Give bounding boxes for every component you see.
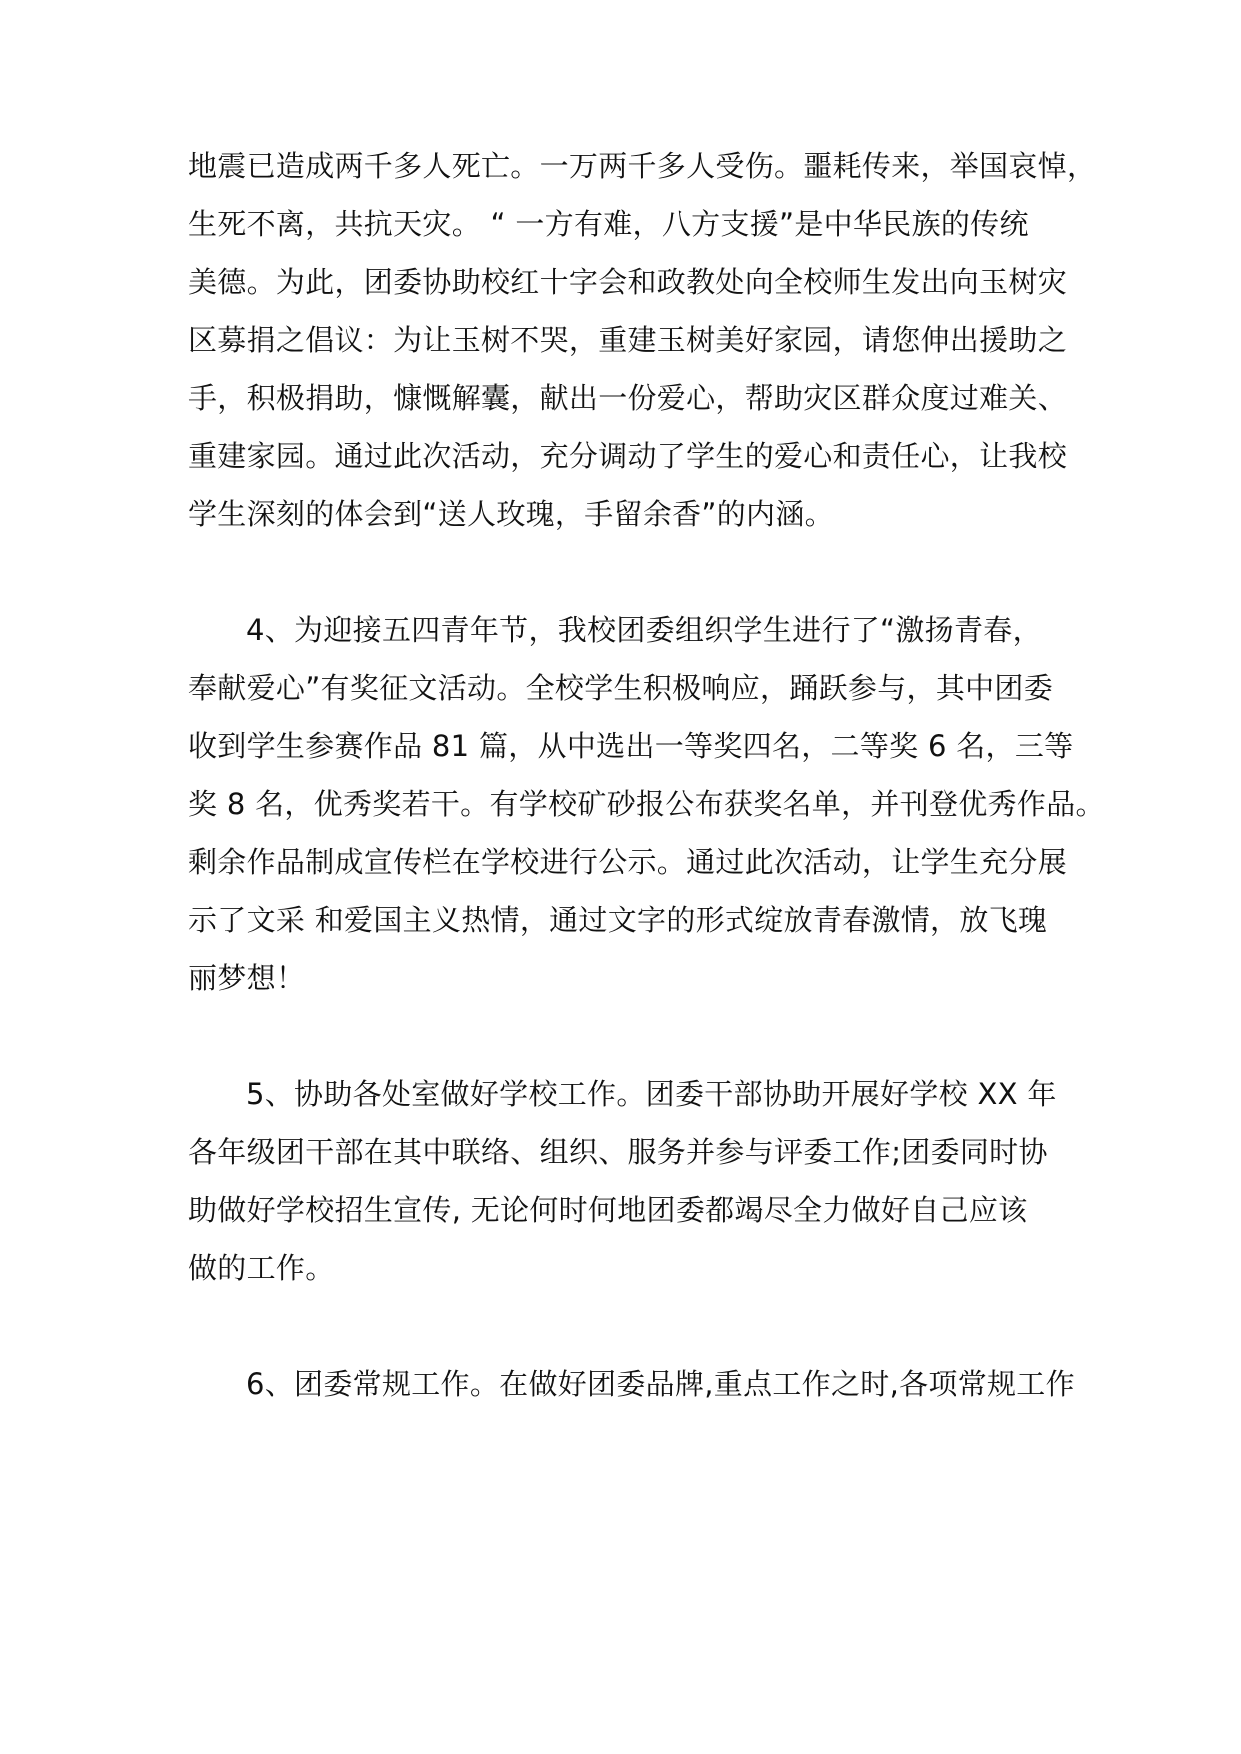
text-line: 奉献爱心”有奖征文活动。全校学生积极响应，踊跃参与，其中团委 [188,671,1054,705]
text-line: 各年级团干部在其中联络、组织、服务并参与评委工作;团委同时协 [188,1135,1048,1169]
text-line: 做的工作。 [188,1251,335,1285]
paragraph-5-first-line: 5、协助各处室做好学校工作。团委干部协助开展好学校 XX 年 [246,1077,1057,1111]
text-line: 助做好学校招生宣传, 无论何时何地团委都竭尽全力做好自己应该 [188,1193,1028,1227]
text-line: 收到学生参赛作品 81 篇，从中选出一等奖四名，二等奖 6 名，三等 [188,729,1074,763]
text-line: 地震已造成两千多人死亡。一万两千多人受伤。噩耗传来，举国哀悼， [188,149,1097,183]
text-line: 剩余作品制成宣传栏在学校进行公示。通过此次活动，让学生充分展 [188,845,1068,879]
text-line: 重建家园。通过此次活动，充分调动了学生的爱心和责任心，让我校 [188,439,1068,473]
text-line: 奖 8 名，优秀奖若干。有学校矿砂报公布获奖名单，并刊登优秀作品。 [188,787,1105,821]
text-line: 生死不离，共抗天灾。 “ 一方有难，八方支援”是中华民族的传统 [188,207,1029,241]
text-line: 丽梦想！ [188,961,306,995]
paragraph-6-first-line: 6、团委常规工作。在做好团委品牌,重点工作之时,各项常规工作 [246,1367,1075,1401]
text-line: 学生深刻的体会到“送人玫瑰，手留余香”的内涵。 [188,497,834,531]
paragraph-4-first-line: 4、为迎接五四青年节，我校团委组织学生进行了“激扬青春， [246,613,1042,647]
text-line: 手，积极捐助，慷慨解囊，献出一份爱心，帮助灾区群众度过难关、 [188,381,1068,415]
text-line: 区募捐之倡议：为让玉树不哭，重建玉树美好家园，请您伸出援助之 [188,323,1068,357]
text-line: 示了文采 和爱国主义热情，通过文字的形式绽放青春激情，放飞瑰 [188,903,1048,937]
text-line: 美德。为此，团委协助校红十字会和政教处向全校师生发出向玉树灾 [188,265,1068,299]
